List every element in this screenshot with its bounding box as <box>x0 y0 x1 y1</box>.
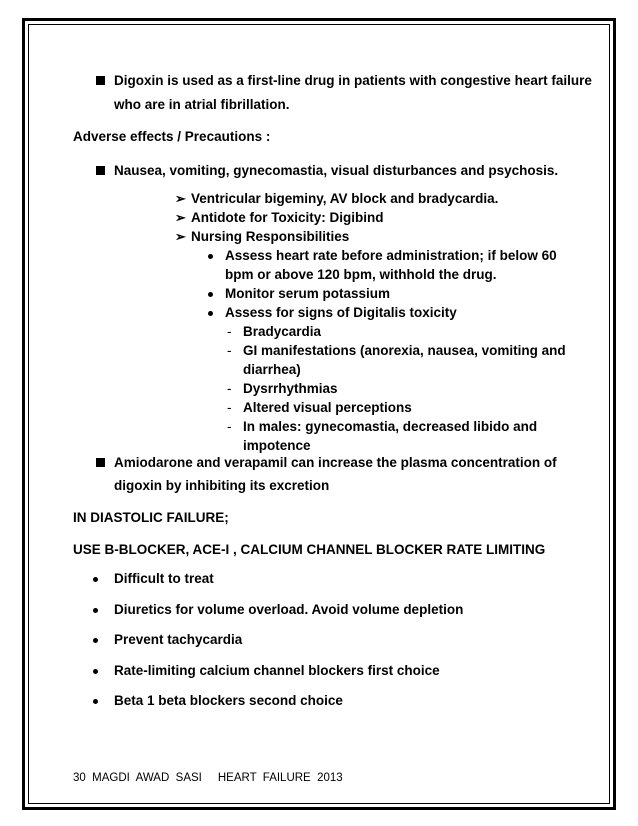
amiodarone-line-1: Amiodarone and verapamil can increase the plasma concentration of <box>114 455 557 470</box>
arrow-bullet-icon: ➢ <box>175 229 186 244</box>
toxicity-sign-3: Dysrrhythmias <box>243 381 338 396</box>
diastolic-heading: IN DIASTOLIC FAILURE; <box>73 510 229 525</box>
dash-bullet-icon: - <box>227 381 232 396</box>
nausea-line: Nausea, vomiting, gynecomastia, visual disturbances and psychosis. <box>114 163 559 178</box>
page-footer: 30 MAGDI AWAD SASI HEART FAILURE 2013 <box>73 772 343 784</box>
diastolic-item-4: Rate-limiting calcium channel blockers first choice <box>114 663 440 678</box>
arrow-item-3: Nursing Responsibilities <box>191 229 350 244</box>
square-bullet-icon <box>96 166 105 175</box>
nursing-item-2: Monitor serum potassium <box>225 286 391 301</box>
digoxin-line-2: who are in atrial fibrillation. <box>114 97 290 112</box>
square-bullet-icon <box>96 458 105 467</box>
square-bullet-icon <box>96 76 105 85</box>
diastolic-item-5: Beta 1 beta blockers second choice <box>114 693 343 708</box>
digoxin-line-1: Digoxin is used as a first-line drug in patients with congestive heart failure <box>114 73 592 88</box>
round-bullet-icon <box>93 638 98 643</box>
toxicity-sign-5-line-1: In males: gynecomastia, decreased libido and <box>243 419 538 434</box>
dash-bullet-icon: - <box>227 324 232 339</box>
dot-bullet-icon <box>208 254 213 259</box>
dot-bullet-icon <box>208 311 213 316</box>
nursing-item-1-line-2: bpm or above 120 bpm, withhold the drug. <box>225 267 497 282</box>
arrow-item-1: Ventricular bigeminy, AV block and bradycardia. <box>191 191 499 206</box>
toxicity-sign-5-line-2: impotence <box>243 438 311 453</box>
adverse-heading: Adverse effects / Precautions : <box>73 129 271 144</box>
toxicity-sign-2-line-1: GI manifestations (anorexia, nausea, vomiting and <box>243 343 566 358</box>
toxicity-sign-1: Bradycardia <box>243 324 322 339</box>
diastolic-item-3: Prevent tachycardia <box>114 632 243 647</box>
dot-bullet-icon <box>208 292 213 297</box>
round-bullet-icon <box>93 699 98 704</box>
nursing-item-1-line-1: Assess heart rate before administration; if below 60 <box>225 248 557 263</box>
nursing-item-3: Assess for signs of Digitalis toxicity <box>225 305 457 320</box>
toxicity-sign-2-line-2: diarrhea) <box>243 362 301 377</box>
arrow-item-2: Antidote for Toxicity: Digibind <box>191 210 384 225</box>
round-bullet-icon <box>93 669 98 674</box>
diastolic-item-1: Difficult to treat <box>114 571 214 586</box>
amiodarone-line-2: digoxin by inhibiting its excretion <box>114 478 330 493</box>
arrow-bullet-icon: ➢ <box>175 210 186 225</box>
diastolic-item-2: Diuretics for volume overload. Avoid volume depletion <box>114 602 464 617</box>
round-bullet-icon <box>93 608 98 613</box>
round-bullet-icon <box>93 577 98 582</box>
toxicity-sign-4: Altered visual perceptions <box>243 400 412 415</box>
dash-bullet-icon: - <box>227 400 232 415</box>
dash-bullet-icon: - <box>227 343 232 358</box>
arrow-bullet-icon: ➢ <box>175 191 186 206</box>
diastolic-use-line: USE B-BLOCKER, ACE-I , CALCIUM CHANNEL BLOCKER RATE LIMITING <box>73 542 546 557</box>
dash-bullet-icon: - <box>227 419 232 434</box>
